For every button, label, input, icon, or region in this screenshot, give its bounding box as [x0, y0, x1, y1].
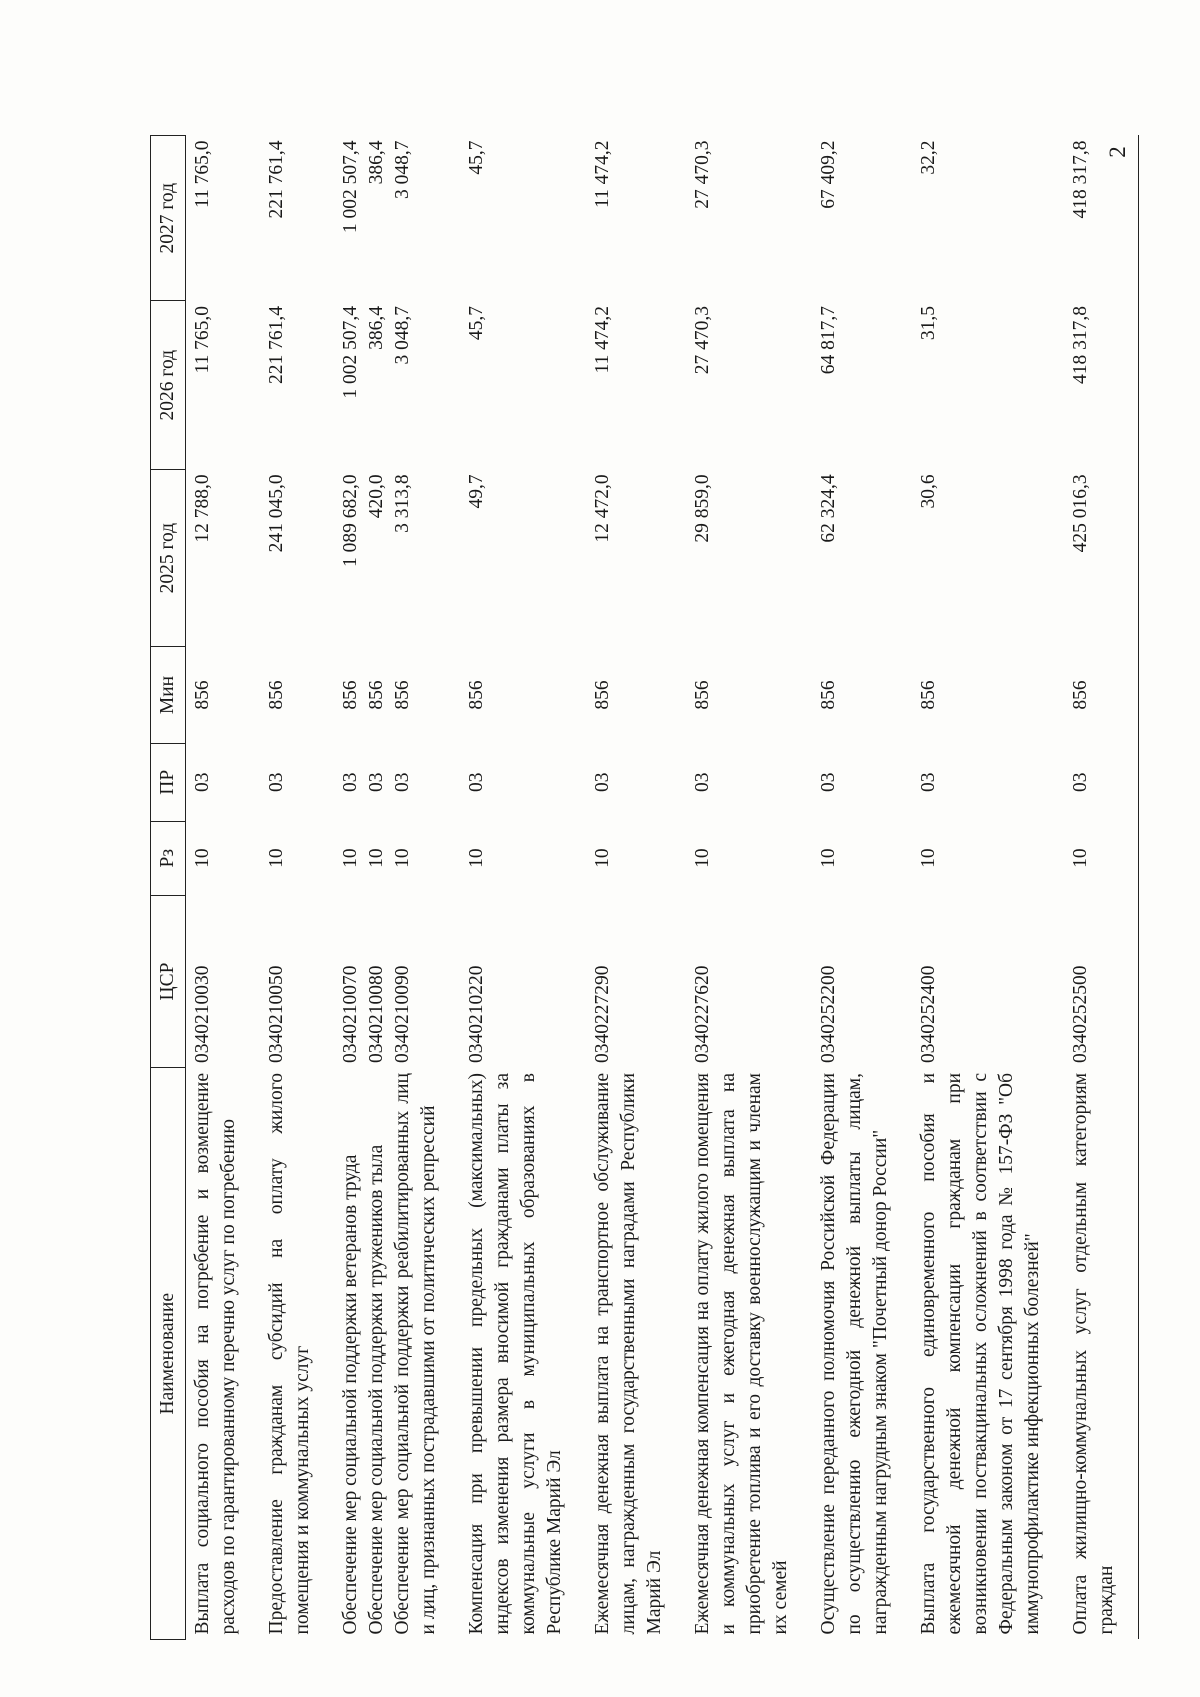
table-row [186, 136, 261, 1640]
pr-cell-value: 03 [466, 772, 487, 792]
pr-cell [586, 743, 686, 821]
amount-2026-cell-value: 64 817,7 [818, 305, 839, 375]
min-cell-value: 856 [1070, 680, 1091, 710]
amount-2025-cell [460, 469, 586, 646]
table-row [1064, 136, 1139, 1640]
csr-cell-value: 0340210090 [392, 965, 413, 1063]
name-cell [260, 1068, 334, 1640]
name-text: Ежемесячная денежная компенсация на оплату жилого помещения и коммунальных услуг и ежегодная денежная выплата на приобретение топлива и его доставку военнослужащим и членам их семей [692, 1072, 791, 1635]
amount-2026-cell [460, 301, 586, 469]
amount-2026-cell [912, 301, 1064, 469]
pr-cell-value: 03 [392, 772, 413, 792]
csr-cell-value: 0340252400 [918, 965, 939, 1063]
name-cell [460, 1068, 586, 1640]
min-cell-value: 856 [466, 680, 487, 710]
pr-cell-value: 03 [366, 772, 387, 792]
csr-cell [686, 895, 812, 1068]
csr-cell-value: 0340210080 [366, 965, 387, 1063]
name-cell [186, 1068, 261, 1640]
amount-2027-cell-value: 32,2 [918, 140, 939, 175]
rz-cell [186, 821, 261, 895]
header-row [151, 136, 186, 1640]
csr-cell [260, 895, 334, 1068]
pr-cell [912, 743, 1064, 821]
amount-2027-cell-value: 11 765,0 [192, 140, 213, 209]
header-2026: 2026 год [151, 301, 186, 469]
amount-2026-cell-value: 11 474,2 [592, 305, 613, 374]
rz-cell [812, 821, 912, 895]
name-text: Компенсация при превышении предельных (максимальных) индексов изменения размера вносимой гражданами платы за коммунальные услуги в муниципальных образованиях в Республике Марий Эл [466, 1072, 565, 1635]
amount-2025-cell-value: 62 324,4 [818, 474, 839, 543]
csr-cell-value: 0340252500 [1070, 965, 1091, 1063]
pr-cell-value: 03 [918, 772, 939, 792]
min-cell [812, 647, 912, 743]
amount-2027-cell [460, 136, 586, 301]
csr-cell [186, 895, 261, 1068]
pr-cell-value: 03 [340, 772, 361, 792]
page-number: 2 [1105, 146, 1130, 158]
csr-cell [912, 895, 1064, 1068]
table-body [186, 136, 1139, 1640]
amount-2027-cell [686, 136, 812, 301]
amount-2027-cell-value: 386,4 [366, 140, 387, 185]
csr-cell-value: 0340210070 [340, 965, 361, 1063]
rz-cell-value: 10 [366, 848, 387, 868]
min-cell [334, 647, 460, 743]
rz-cell [586, 821, 686, 895]
pr-cell [686, 743, 812, 821]
name-cell [1064, 1068, 1139, 1640]
amount-2027-cell-value: 67 409,2 [818, 140, 839, 209]
rz-cell-value: 10 [192, 848, 213, 868]
name-text: Обеспечение мер социальной поддержки ветеранов труда [340, 1154, 361, 1635]
rz-cell-value: 10 [818, 848, 839, 868]
amount-2025-cell [812, 469, 912, 646]
amount-2026-cell [812, 301, 912, 469]
rz-cell-value: 10 [340, 848, 361, 868]
amount-2027-cell-value: 27 470,3 [692, 140, 713, 209]
min-cell [460, 647, 586, 743]
name-cell [686, 1068, 812, 1640]
amount-2025-cell-value: 3 313,8 [392, 474, 413, 533]
name-text: Предоставление гражданам субсидий на оплату жилого помещения и коммунальных услуг [266, 1072, 313, 1635]
rz-cell [260, 821, 334, 895]
name-cell [334, 1068, 460, 1640]
amount-2027-cell [586, 136, 686, 301]
amount-2027-cell [260, 136, 334, 301]
csr-cell [1064, 895, 1139, 1068]
table-row [686, 136, 812, 1640]
amount-2026-cell-value: 45,7 [466, 305, 487, 341]
amount-2027-cell-value: 3 048,7 [392, 140, 413, 199]
amount-2026-cell [260, 301, 334, 469]
rz-cell-value: 10 [592, 848, 613, 868]
header-min: Мин [151, 647, 186, 743]
name-cell [812, 1068, 912, 1640]
csr-cell-value: 0340252200 [818, 965, 839, 1063]
name-text: Обеспечение мер социальной поддержки тружеников тыла [366, 1144, 387, 1635]
amount-2025-cell [1064, 469, 1139, 646]
header-2025: 2025 год [151, 469, 186, 646]
pr-cell [460, 743, 586, 821]
pr-cell [812, 743, 912, 821]
amount-2025-cell-value: 241 045,0 [266, 474, 287, 553]
csr-cell-value: 0340210220 [466, 965, 487, 1063]
budget-table [150, 135, 1139, 1640]
min-cell [686, 647, 812, 743]
rz-cell [460, 821, 586, 895]
pr-cell [1064, 743, 1139, 821]
amount-2025-cell-value: 49,7 [466, 474, 487, 509]
header-csr: ЦСР [151, 895, 186, 1068]
rotated-table-container [150, 135, 1175, 1640]
min-cell-value: 856 [192, 680, 213, 710]
pr-cell-value: 03 [192, 772, 213, 792]
amount-2026-cell-value: 31,5 [918, 305, 939, 341]
amount-2027-cell-value: 45,7 [466, 140, 487, 175]
min-cell [586, 647, 686, 743]
csr-cell-value: 0340227620 [692, 965, 713, 1063]
table-row [460, 136, 586, 1640]
rz-cell-value: 10 [392, 848, 413, 868]
rz-cell [334, 821, 460, 895]
amount-2025-cell [334, 469, 460, 646]
amount-2025-cell-value: 420,0 [366, 474, 387, 519]
amount-2027-cell-value: 418 317,8 [1070, 140, 1091, 219]
amount-2025-cell [912, 469, 1064, 646]
name-text: Выплата государственного единовременного пособия и ежемесячной денежной компенсации гражданам при возникновении поствакцинальных осложнений в соответствии с Федеральным законом от 17 сентября 1998 года № 157-ФЗ "Об иммунопрофилактике инфекционных болезней" [918, 1072, 1043, 1635]
min-cell-value: 856 [692, 680, 713, 710]
min-cell [912, 647, 1064, 743]
amount-2026-cell-value: 1 002 507,4 [340, 305, 361, 399]
amount-2026-cell [1064, 301, 1139, 469]
min-cell [1064, 647, 1139, 743]
header-2027: 2027 год [151, 136, 186, 301]
amount-2027-cell [186, 136, 261, 301]
amount-2027-cell [912, 136, 1064, 301]
rz-cell [1064, 821, 1139, 895]
amount-2027-cell-value: 221 761,4 [266, 140, 287, 219]
amount-2027-cell-value: 11 474,2 [592, 140, 613, 209]
amount-2025-cell [686, 469, 812, 646]
pr-cell-value: 03 [1070, 772, 1091, 792]
amount-2026-cell-value: 11 765,0 [192, 305, 213, 374]
name-text: Обеспечение мер социальной поддержки реабилитированных лиц и лиц, признанных пострадавшими от политических репрессий [392, 1072, 439, 1635]
amount-2026-cell-value: 221 761,4 [266, 305, 287, 384]
header-pr: ПР [151, 743, 186, 821]
table-row [812, 136, 912, 1640]
rz-cell-value: 10 [466, 848, 487, 868]
pr-cell [334, 743, 460, 821]
csr-cell-value: 0340210050 [266, 965, 287, 1063]
csr-cell-value: 0340210030 [192, 965, 213, 1063]
name-text: Осуществление переданного полномочия Российской Федерации по осуществлению ежегодной денежной выплаты лицам, награжденным нагрудным знаком "Почетный донор России" [818, 1072, 891, 1635]
min-cell-value: 856 [392, 680, 413, 710]
pr-cell [186, 743, 261, 821]
csr-cell [812, 895, 912, 1068]
min-cell [186, 647, 261, 743]
table-row [334, 136, 460, 1640]
min-cell-value: 856 [266, 680, 287, 710]
amount-2025-cell-value: 29 859,0 [692, 474, 713, 543]
csr-cell-value: 0340227290 [592, 965, 613, 1063]
amount-2025-cell-value: 12 788,0 [192, 474, 213, 543]
rz-cell [912, 821, 1064, 895]
name-text: Оплата жилищно-коммунальных услуг отдельным категориям граждан [1070, 1072, 1117, 1635]
pr-cell-value: 03 [592, 772, 613, 792]
rz-cell-value: 10 [266, 848, 287, 868]
amount-2026-cell-value: 418 317,8 [1070, 305, 1091, 384]
amount-2025-cell-value: 30,6 [918, 474, 939, 509]
amount-2026-cell [334, 301, 460, 469]
table-row [586, 136, 686, 1640]
csr-cell [460, 895, 586, 1068]
min-cell-value: 856 [340, 680, 361, 710]
min-cell-value: 856 [918, 680, 939, 710]
amount-2026-cell-value: 386,4 [366, 305, 387, 350]
amount-2026-cell-value: 3 048,7 [392, 305, 413, 365]
min-cell-value: 856 [366, 680, 387, 710]
amount-2027-cell [1064, 136, 1139, 301]
amount-2026-cell [686, 301, 812, 469]
rz-cell-value: 10 [918, 848, 939, 868]
amount-2026-cell-value: 27 470,3 [692, 305, 713, 375]
table-row [912, 136, 1064, 1640]
pr-cell-value: 03 [266, 772, 287, 792]
amount-2025-cell [586, 469, 686, 646]
table-row [260, 136, 334, 1640]
name-text: Выплата социального пособия на погребение и возмещение расходов по гарантированному перечню услуг по погребению [192, 1072, 239, 1635]
amount-2026-cell [586, 301, 686, 469]
min-cell-value: 856 [818, 680, 839, 710]
amount-2025-cell-value: 1 089 682,0 [340, 474, 361, 568]
amount-2026-cell [186, 301, 261, 469]
pr-cell-value: 03 [692, 772, 713, 792]
header-rz: Рз [151, 821, 186, 895]
pr-cell-value: 03 [818, 772, 839, 792]
min-cell [260, 647, 334, 743]
pr-cell [260, 743, 334, 821]
amount-2025-cell-value: 425 016,3 [1070, 474, 1091, 553]
header-name: Наименование [151, 1068, 186, 1640]
csr-cell [586, 895, 686, 1068]
amount-2027-cell [334, 136, 460, 301]
amount-2027-cell-value: 1 002 507,4 [340, 140, 361, 234]
amount-2025-cell [260, 469, 334, 646]
amount-2025-cell-value: 12 472,0 [592, 474, 613, 543]
amount-2025-cell [186, 469, 261, 646]
min-cell-value: 856 [592, 680, 613, 710]
name-cell [912, 1068, 1064, 1640]
name-text: Ежемесячная денежная выплата на транспортное обслуживание лицам, награжденным государственными наградами Республики Марий Эл [592, 1072, 665, 1635]
rz-cell-value: 10 [692, 848, 713, 868]
name-cell [586, 1068, 686, 1640]
amount-2027-cell [812, 136, 912, 301]
rz-cell-value: 10 [1070, 848, 1091, 868]
csr-cell [334, 895, 460, 1068]
rz-cell [686, 821, 812, 895]
